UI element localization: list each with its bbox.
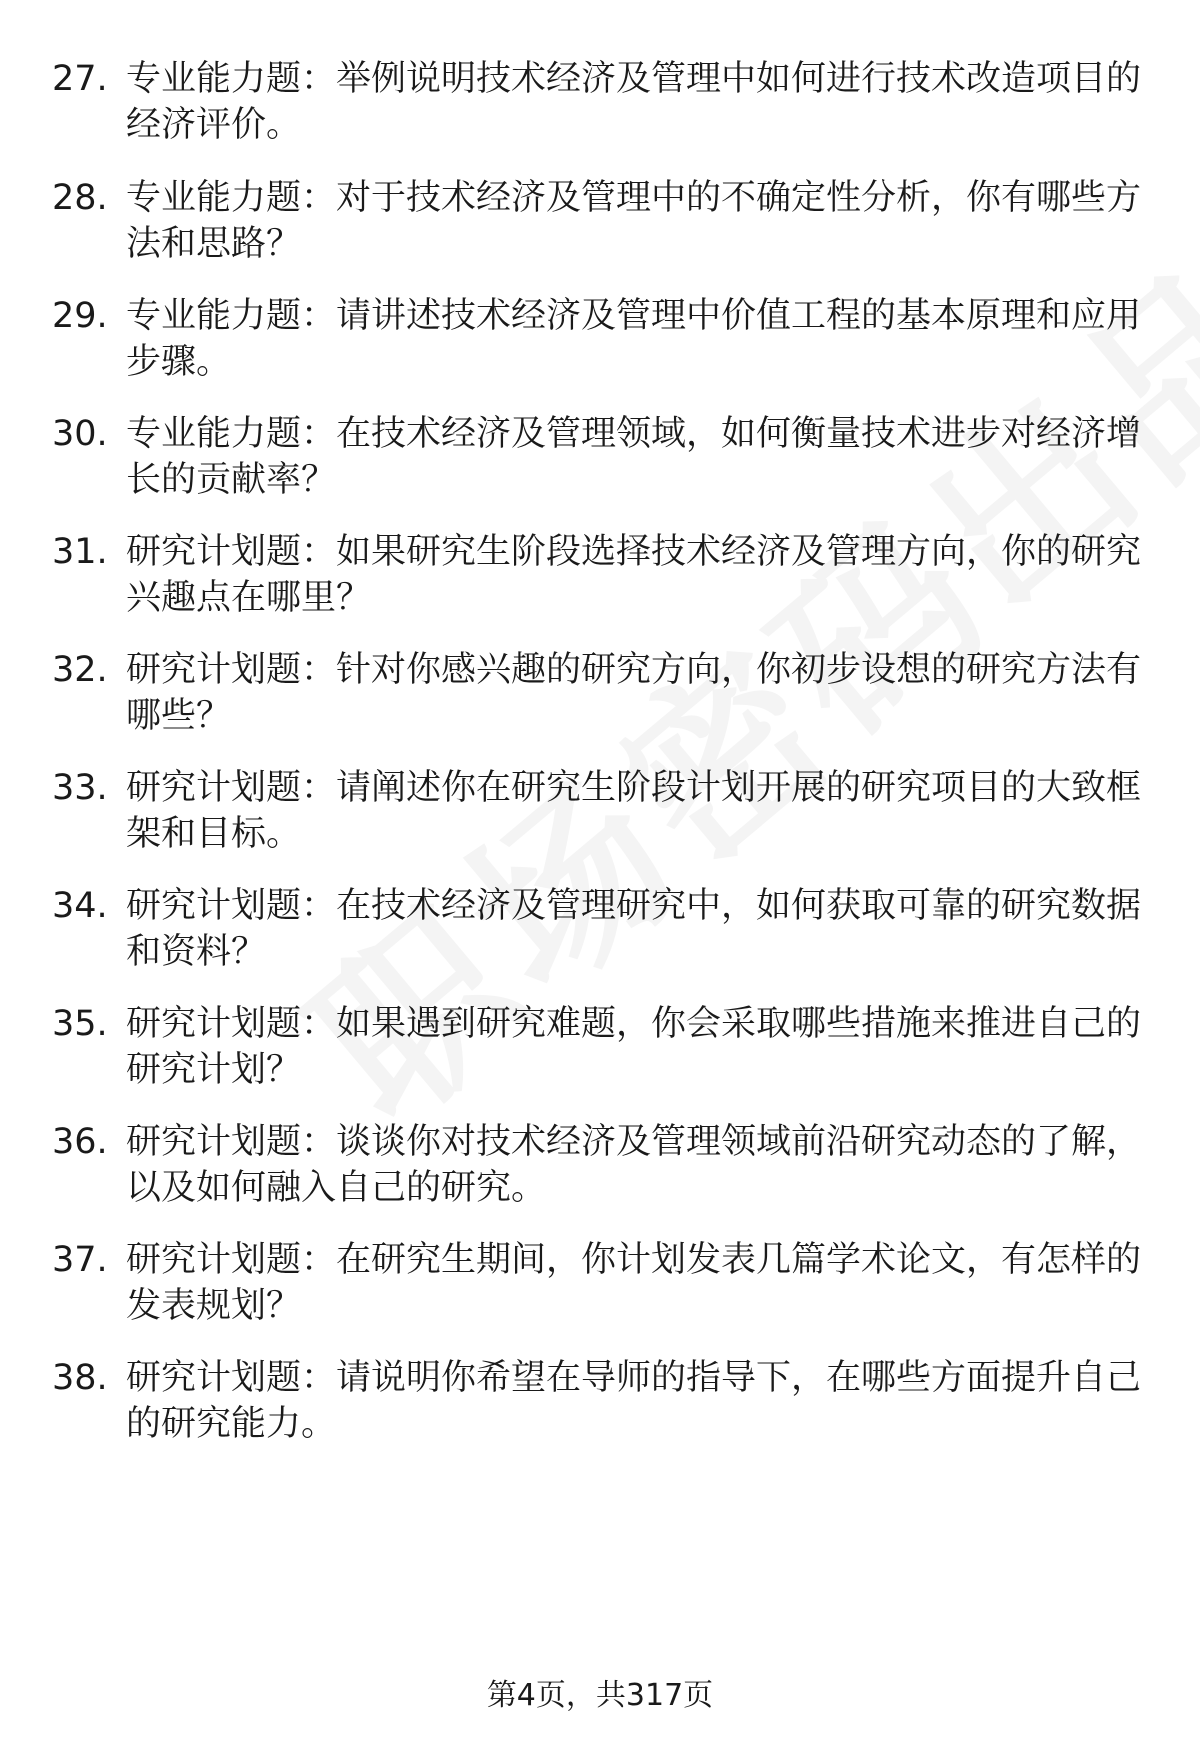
- question-text: 研究计划题：针对你感兴趣的研究方向，你初步设想的研究方法有哪些？: [126, 650, 1142, 736]
- question-number: 30.: [52, 414, 108, 454]
- question-number: 35.: [52, 1004, 108, 1044]
- question-number: 33.: [52, 768, 108, 808]
- question-text: 研究计划题：如果研究生阶段选择技术经济及管理方向，你的研究兴趣点在哪里？: [126, 532, 1142, 618]
- question-number: 28.: [52, 178, 108, 218]
- question-text: 研究计划题：谈谈你对技术经济及管理领域前沿研究动态的了解，以及如何融入自己的研究。: [126, 1122, 1142, 1208]
- question-number: 38.: [52, 1358, 108, 1398]
- question-number: 27.: [52, 59, 108, 99]
- question-text: 专业能力题：在技术经济及管理领域，如何衡量技术进步对经济增长的贡献率？: [126, 414, 1142, 500]
- question-number: 34.: [52, 886, 108, 926]
- question-text: 专业能力题：举例说明技术经济及管理中如何进行技术改造项目的经济评价。: [126, 59, 1142, 145]
- question-number: 37.: [52, 1240, 108, 1280]
- question-text: 研究计划题：请阐述你在研究生阶段计划开展的研究项目的大致框架和目标。: [126, 768, 1142, 854]
- question-number: 31.: [52, 532, 108, 572]
- question-number: 36.: [52, 1122, 108, 1162]
- question-number: 29.: [52, 296, 108, 336]
- question-text: 专业能力题：对于技术经济及管理中的不确定性分析，你有哪些方法和思路？: [126, 178, 1142, 264]
- question-text: 研究计划题：请说明你希望在导师的指导下，在哪些方面提升自己的研究能力。: [126, 1358, 1142, 1444]
- question-text: 专业能力题：请讲述技术经济及管理中价值工程的基本原理和应用步骤。: [126, 296, 1142, 382]
- question-text: 研究计划题：在研究生期间，你计划发表几篇学术论文，有怎样的发表规划？: [126, 1240, 1142, 1326]
- page-footer: 第4页，共317页: [486, 1678, 714, 1713]
- question-text: 研究计划题：在技术经济及管理研究中，如何获取可靠的研究数据和资料？: [126, 886, 1142, 972]
- question-number: 32.: [52, 650, 108, 690]
- question-text: 研究计划题：如果遇到研究难题，你会采取哪些措施来推进自己的研究计划？: [126, 1004, 1142, 1090]
